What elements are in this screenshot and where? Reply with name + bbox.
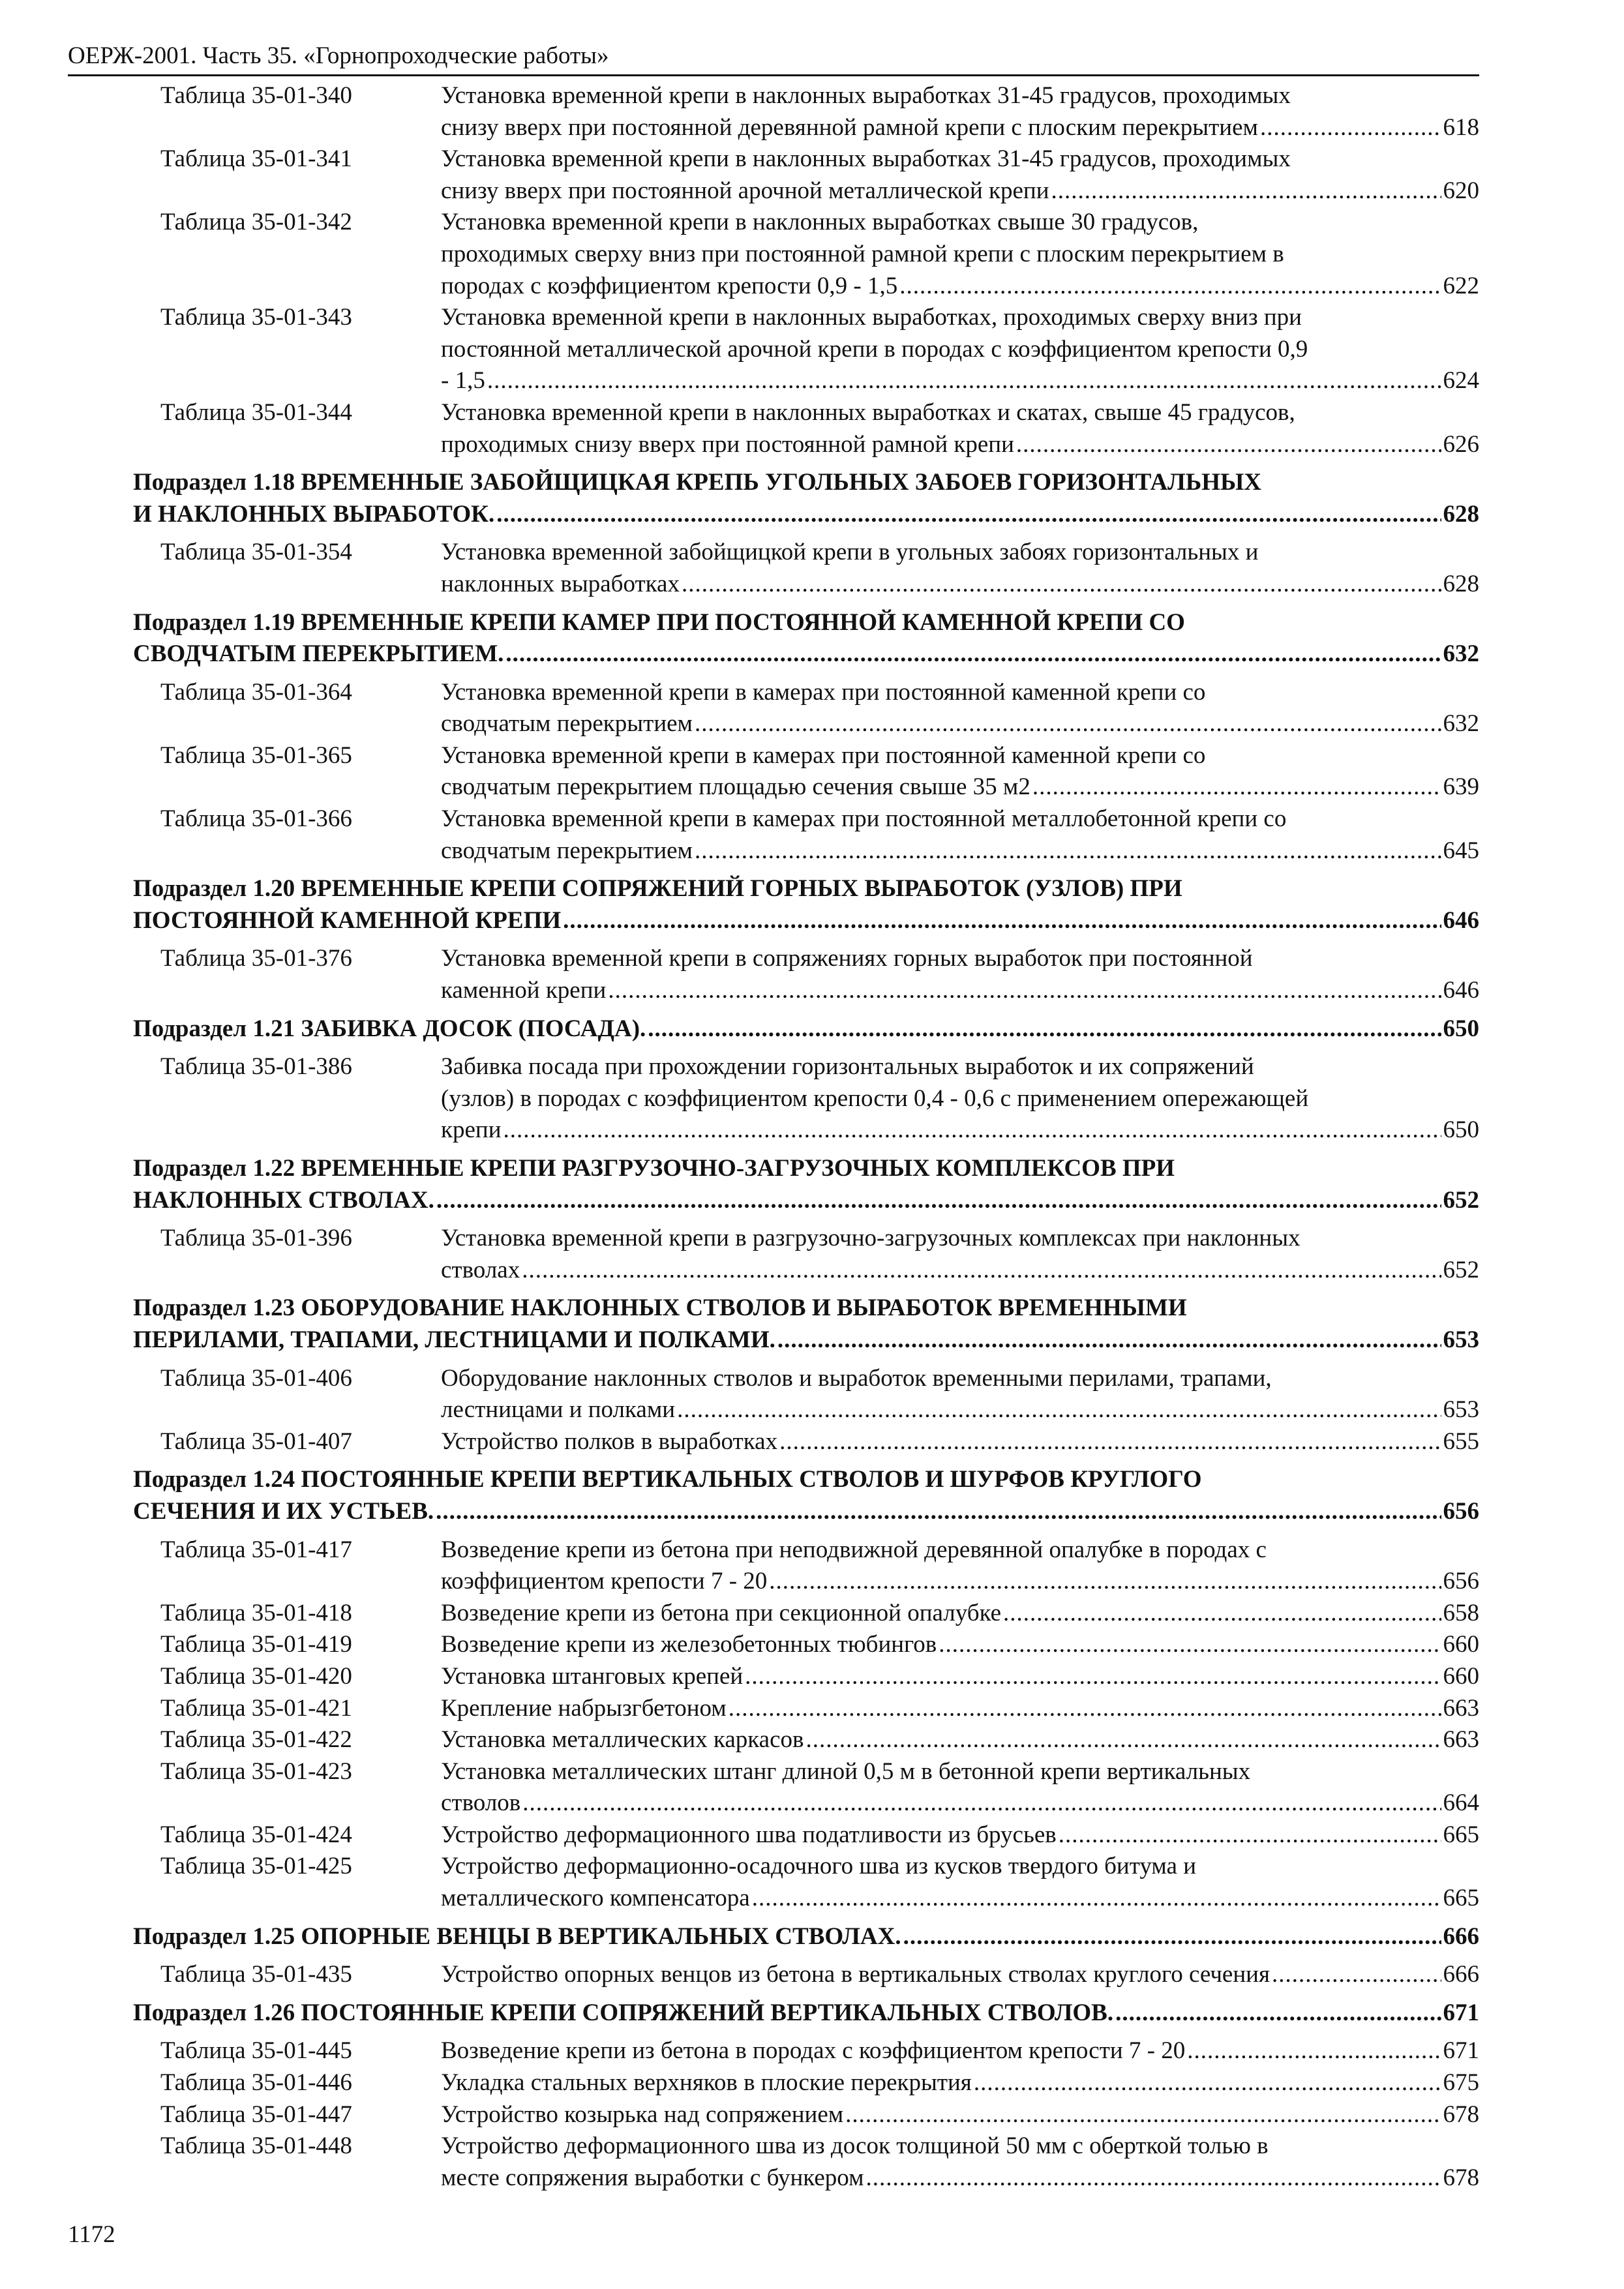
subsection-heading[interactable] bbox=[133, 467, 1479, 530]
entry-line: Подраздел 1.19 ВРЕМЕННЫЕ КРЕПИ КАМЕР ПРИ ПОСТОЯННОЙ КАМЕННОЙ КРЕПИ СО bbox=[133, 608, 1185, 636]
page-ref: 678 bbox=[1443, 2101, 1479, 2128]
toc-table-entry[interactable] bbox=[133, 1851, 1479, 1914]
entry-last-line bbox=[441, 1819, 1479, 1851]
entry-line-text: Установка металлических каркасов bbox=[441, 1726, 804, 1754]
entry-line: Подраздел 1.18 ВРЕМЕННЫЕ ЗАБОЙЩИЦКАЯ КРЕПЬ УГОЛЬНЫХ ЗАБОЕВ ГОРИЗОНТАЛЬНЫХ bbox=[133, 469, 1262, 496]
dot-leader bbox=[729, 1693, 1441, 1725]
toc-table-entry[interactable] bbox=[133, 1534, 1479, 1598]
entry-line: Подраздел 1.24 ПОСТОЯННЫЕ КРЕПИ ВЕРТИКАЛЬНЫХ СТВОЛОВ И ШУРФОВ КРУГЛОГО bbox=[133, 1466, 1202, 1493]
table-description bbox=[441, 1629, 1479, 1661]
toc-table-entry[interactable] bbox=[133, 302, 1479, 397]
page-ref: 653 bbox=[1443, 1396, 1479, 1424]
page-ref: 678 bbox=[1443, 2164, 1479, 2191]
entry-last-line bbox=[133, 638, 1479, 670]
dot-leader bbox=[522, 1255, 1441, 1287]
toc-table-entry[interactable] bbox=[133, 2099, 1479, 2131]
toc-table-entry[interactable] bbox=[133, 2035, 1479, 2067]
table-number: Таблица 35-01-343 bbox=[160, 304, 352, 331]
entry-line-text: Укладка стальных верхняков в плоские перекрытия bbox=[441, 2069, 972, 2097]
dot-leader bbox=[1272, 1959, 1441, 1991]
table-description bbox=[441, 2131, 1479, 2194]
page-ref: 632 bbox=[1443, 640, 1479, 668]
page-ref: 645 bbox=[1443, 837, 1479, 864]
entry-line: Установка временной крепи в разгрузочно-загрузочных комплексах при наклонных bbox=[441, 1225, 1301, 1252]
table-number: Таблица 35-01-340 bbox=[160, 82, 352, 109]
entry-last-line bbox=[441, 1629, 1479, 1661]
table-description bbox=[441, 1851, 1479, 1914]
page-ref: 622 bbox=[1443, 272, 1479, 299]
entry-last-line bbox=[441, 1788, 1479, 1819]
page-ref: 663 bbox=[1443, 1726, 1479, 1754]
entry-last-line bbox=[441, 2035, 1479, 2067]
entry-last-line bbox=[441, 175, 1479, 207]
dot-leader bbox=[752, 1883, 1441, 1915]
table-description bbox=[441, 1756, 1479, 1819]
entry-last-line bbox=[441, 1661, 1479, 1693]
entry-line-text: стволов bbox=[441, 1789, 521, 1817]
entry-line: Установка временной крепи в наклонных выработках 31-45 градусов, проходимых bbox=[441, 145, 1291, 173]
table-description bbox=[441, 1724, 1479, 1756]
toc-table-entry[interactable] bbox=[133, 207, 1479, 302]
entry-line-text: Подраздел 1.26 ПОСТОЯННЫЕ КРЕПИ СОПРЯЖЕНИЙ ВЕРТИКАЛЬНЫХ СТВОЛОВ. bbox=[133, 1999, 1114, 2026]
table-description bbox=[441, 1598, 1479, 1630]
entry-line: Установка временной крепи в сопряжениях горных выработок при постоянной bbox=[441, 945, 1253, 972]
table-description bbox=[441, 1661, 1479, 1693]
page-ref: 656 bbox=[1443, 1497, 1479, 1525]
entry-line: Установка временной крепи в камерах при постоянной каменной крепи со bbox=[441, 678, 1206, 706]
page-ref: 663 bbox=[1443, 1694, 1479, 1722]
dot-leader bbox=[1016, 429, 1441, 461]
toc-table-entry[interactable] bbox=[133, 1693, 1479, 1725]
toc-table-entry[interactable] bbox=[133, 943, 1479, 1006]
entry-last-line bbox=[441, 2162, 1479, 2194]
entry-last-line bbox=[133, 1185, 1479, 1217]
table-description bbox=[441, 2099, 1479, 2131]
dot-leader bbox=[436, 1496, 1441, 1528]
dot-leader bbox=[677, 1394, 1441, 1426]
toc-table-entry[interactable] bbox=[133, 1819, 1479, 1851]
table-number: Таблица 35-01-447 bbox=[160, 2101, 352, 2128]
entry-line-text: Возведение крепи из бетона при секционной опалубке bbox=[441, 1599, 1002, 1626]
page-ref: 626 bbox=[1443, 430, 1479, 458]
toc-table-entry[interactable] bbox=[133, 1629, 1479, 1661]
dot-leader bbox=[777, 1324, 1441, 1356]
table-description bbox=[441, 803, 1479, 867]
page-ref: 671 bbox=[1443, 1999, 1479, 2026]
page-ref: 658 bbox=[1443, 1599, 1479, 1626]
dot-leader bbox=[695, 708, 1441, 740]
entry-line-text: НАКЛОННЫХ СТВОЛАХ. bbox=[133, 1186, 434, 1214]
table-number: Таблица 35-01-342 bbox=[160, 209, 352, 236]
entry-last-line bbox=[441, 2099, 1479, 2131]
dot-leader bbox=[845, 2099, 1441, 2131]
table-number: Таблица 35-01-418 bbox=[160, 1599, 352, 1626]
running-header bbox=[68, 38, 1479, 76]
entry-line: Установка временной крепи в наклонных выработках 31-45 градусов, проходимых bbox=[441, 82, 1291, 109]
entry-last-line bbox=[441, 1394, 1479, 1426]
table-number: Таблица 35-01-446 bbox=[160, 2069, 352, 2097]
entry-line: Установка временной забойщицкой крепи в угольных забоях горизонтальных и bbox=[441, 539, 1259, 566]
subsection-heading[interactable] bbox=[133, 607, 1479, 670]
entry-line-text: Устройство козырька над сопряжением bbox=[441, 2101, 844, 2128]
entry-line: (узлов) в породах с коэффициентом крепости 0,4 - 0,6 с применением опережающей bbox=[441, 1085, 1309, 1112]
table-description bbox=[441, 1223, 1479, 1286]
dot-leader bbox=[695, 835, 1441, 867]
entry-line-text: крепи bbox=[441, 1116, 502, 1144]
dot-leader bbox=[505, 638, 1441, 670]
table-number: Таблица 35-01-422 bbox=[160, 1726, 352, 1754]
table-number: Таблица 35-01-445 bbox=[160, 2037, 352, 2065]
dot-leader bbox=[1059, 1819, 1441, 1851]
entry-line-text: Подраздел 1.21 ЗАБИВКА ДОСОК (ПОСАДА). bbox=[133, 1015, 646, 1042]
toc-table-entry[interactable] bbox=[133, 1724, 1479, 1756]
entry-line-text: Возведение крепи из железобетонных тюбингов bbox=[441, 1631, 937, 1658]
entry-last-line bbox=[133, 1997, 1479, 2029]
subsection-heading[interactable] bbox=[133, 1293, 1479, 1356]
subsection-heading[interactable] bbox=[133, 1921, 1479, 1953]
table-number: Таблица 35-01-341 bbox=[160, 145, 352, 173]
page-ref: 652 bbox=[1443, 1186, 1479, 1214]
dot-leader bbox=[608, 975, 1441, 1007]
page-ref: 628 bbox=[1443, 570, 1479, 597]
table-description bbox=[441, 80, 1479, 143]
entry-last-line bbox=[441, 1883, 1479, 1915]
toc-table-entry[interactable] bbox=[133, 80, 1479, 143]
table-number: Таблица 35-01-407 bbox=[160, 1428, 352, 1455]
dot-leader bbox=[903, 1921, 1441, 1953]
table-description bbox=[441, 537, 1479, 600]
entry-line: Подраздел 1.23 ОБОРУДОВАНИЕ НАКЛОННЫХ СТВОЛОВ И ВЫРАБОТОК ВРЕМЕННЫМИ bbox=[133, 1294, 1187, 1322]
entry-line: Установка временной крепи в наклонных выработках и скатах, свыше 45 градусов, bbox=[441, 398, 1295, 426]
dot-leader bbox=[496, 499, 1441, 531]
entry-line: Устройство деформационно-осадочного шва из кусков твердого битума и bbox=[441, 1853, 1197, 1880]
table-description bbox=[441, 2035, 1479, 2067]
table-number: Таблица 35-01-435 bbox=[160, 1961, 352, 1988]
entry-line-text: Возведение крепи из бетона в породах с коэффициентом крепости 7 - 20 bbox=[441, 2037, 1186, 2065]
table-number: Таблица 35-01-376 bbox=[160, 945, 352, 972]
page-ref: 653 bbox=[1443, 1326, 1479, 1353]
entry-line-text: Подраздел 1.25 ОПОРНЫЕ ВЕНЦЫ В ВЕРТИКАЛЬНЫХ СТВОЛАХ. bbox=[133, 1922, 901, 1950]
entry-last-line bbox=[133, 499, 1479, 531]
entry-line-text: ПОСТОЯННОЙ КАМЕННОЙ КРЕПИ bbox=[133, 906, 562, 934]
table-description bbox=[441, 1363, 1479, 1426]
entry-line-text: месте сопряжения выработки с бункером bbox=[441, 2164, 864, 2191]
dot-leader bbox=[1051, 175, 1441, 207]
entry-line-text: сводчатым перекрытием bbox=[441, 837, 693, 864]
entry-last-line bbox=[441, 1724, 1479, 1756]
entry-line-text: Крепление набрызгбетоном bbox=[441, 1694, 727, 1722]
table-number: Таблица 35-01-420 bbox=[160, 1662, 352, 1690]
entry-line-text: СЕЧЕНИЯ И ИХ УСТЬЕВ. bbox=[133, 1497, 434, 1525]
table-description bbox=[441, 397, 1479, 460]
entry-last-line bbox=[441, 1959, 1479, 1991]
entry-line-text: Устройство опорных венцов из бетона в вертикальных стволах круглого сечения bbox=[441, 1961, 1270, 1988]
page-ref: 665 bbox=[1443, 1885, 1479, 1912]
entry-last-line bbox=[441, 1566, 1479, 1598]
table-description bbox=[441, 740, 1479, 803]
table-number: Таблица 35-01-344 bbox=[160, 398, 352, 426]
entry-last-line bbox=[441, 271, 1479, 303]
entry-last-line bbox=[441, 112, 1479, 144]
entry-line: Устройство деформационного шва из досок толщиной 50 мм с оберткой толью в bbox=[441, 2132, 1269, 2160]
dot-leader bbox=[939, 1629, 1441, 1661]
dot-leader bbox=[682, 569, 1441, 601]
dot-leader bbox=[563, 905, 1441, 937]
page-ref: 660 bbox=[1443, 1631, 1479, 1658]
dot-leader bbox=[504, 1115, 1441, 1146]
table-description bbox=[441, 143, 1479, 207]
page-ref: 656 bbox=[1443, 1568, 1479, 1595]
toc-table-entry[interactable] bbox=[133, 1661, 1479, 1693]
table-description bbox=[441, 943, 1479, 1006]
entry-last-line bbox=[441, 771, 1479, 803]
entry-line: Установка временной крепи в наклонных выработках, проходимых сверху вниз при bbox=[441, 304, 1302, 331]
dot-leader bbox=[436, 1185, 1441, 1217]
page-ref: 632 bbox=[1443, 710, 1479, 738]
page-ref: 652 bbox=[1443, 1256, 1479, 1283]
dot-leader bbox=[769, 1566, 1441, 1598]
dot-leader bbox=[1003, 1598, 1441, 1630]
table-description bbox=[441, 1819, 1479, 1851]
entry-line: постоянной металлической арочной крепи в породах с коэффициентом крепости 0,9 bbox=[441, 335, 1308, 363]
entry-last-line bbox=[133, 1496, 1479, 1528]
header-title: ОЕРЖ-2001. Часть 35. «Горнопроходческие работы» bbox=[68, 42, 609, 69]
page-ref: 664 bbox=[1443, 1789, 1479, 1817]
entry-last-line bbox=[441, 1426, 1479, 1458]
table-number: Таблица 35-01-365 bbox=[160, 741, 352, 769]
dot-leader bbox=[487, 365, 1441, 397]
table-description bbox=[441, 677, 1479, 740]
subsection-heading[interactable] bbox=[133, 873, 1479, 936]
table-of-contents bbox=[133, 80, 1479, 2194]
entry-line: Оборудование наклонных стволов и выработок временными перилами, трапами, bbox=[441, 1364, 1272, 1392]
entry-line-text: проходимых снизу вверх при постоянной рамной крепи bbox=[441, 430, 1014, 458]
entry-line-text: стволах bbox=[441, 1256, 520, 1283]
table-description bbox=[441, 302, 1479, 397]
entry-line-text: породах с коэффициентом крепости 0,9 - 1,5 bbox=[441, 272, 898, 299]
table-description bbox=[441, 1426, 1479, 1458]
dot-leader bbox=[1187, 2035, 1441, 2067]
toc-table-entry[interactable] bbox=[133, 2131, 1479, 2194]
subsection-heading[interactable] bbox=[133, 1153, 1479, 1216]
dot-leader bbox=[1032, 771, 1441, 803]
dot-leader bbox=[1115, 1997, 1441, 2029]
entry-line-text: Установка штанговых крепей bbox=[441, 1662, 744, 1690]
entry-last-line bbox=[133, 1013, 1479, 1045]
table-description bbox=[441, 1693, 1479, 1725]
toc-table-entry[interactable] bbox=[133, 740, 1479, 803]
entry-last-line bbox=[441, 835, 1479, 867]
dot-leader bbox=[974, 2067, 1441, 2099]
entry-line-text: коэффициентом крепости 7 - 20 bbox=[441, 1568, 768, 1595]
toc-table-entry[interactable] bbox=[133, 2067, 1479, 2099]
subsection-heading[interactable] bbox=[133, 1013, 1479, 1045]
table-number: Таблица 35-01-386 bbox=[160, 1053, 352, 1081]
entry-last-line bbox=[441, 1115, 1479, 1146]
dot-leader bbox=[522, 1788, 1441, 1819]
toc-table-entry[interactable] bbox=[133, 1756, 1479, 1819]
entry-line-text: снизу вверх при постоянной деревянной рамной крепи с плоским перекрытием bbox=[441, 113, 1258, 141]
table-number: Таблица 35-01-425 bbox=[160, 1853, 352, 1880]
page-ref: 666 bbox=[1443, 1961, 1479, 1988]
toc-table-entry[interactable] bbox=[133, 537, 1479, 600]
dot-leader bbox=[805, 1724, 1441, 1756]
table-number: Таблица 35-01-424 bbox=[160, 1821, 352, 1848]
entry-line-text: каменной крепи bbox=[441, 977, 607, 1004]
toc-table-entry[interactable] bbox=[133, 143, 1479, 207]
entry-line-text: сводчатым перекрытием площадью сечения свыше 35 м2 bbox=[441, 773, 1030, 801]
page-ref: 646 bbox=[1443, 906, 1479, 934]
entry-last-line bbox=[441, 708, 1479, 740]
table-number: Таблица 35-01-364 bbox=[160, 678, 352, 706]
entry-line-text: И НАКЛОННЫХ ВЫРАБОТОК. bbox=[133, 500, 495, 528]
dot-leader bbox=[1260, 112, 1441, 144]
table-number: Таблица 35-01-354 bbox=[160, 539, 352, 566]
entry-last-line bbox=[441, 2067, 1479, 2099]
entry-last-line bbox=[441, 429, 1479, 461]
table-description bbox=[441, 1051, 1479, 1146]
page-ref: 666 bbox=[1443, 1922, 1479, 1950]
toc-table-entry[interactable] bbox=[133, 677, 1479, 740]
page-ref: 650 bbox=[1443, 1116, 1479, 1144]
entry-last-line bbox=[441, 1255, 1479, 1287]
page-ref: 618 bbox=[1443, 113, 1479, 141]
dot-leader bbox=[779, 1426, 1441, 1458]
entry-last-line bbox=[133, 1921, 1479, 1953]
dot-leader bbox=[648, 1013, 1441, 1045]
table-number: Таблица 35-01-406 bbox=[160, 1364, 352, 1392]
page-number: 1172 bbox=[68, 2221, 115, 2248]
entry-line: Подраздел 1.20 ВРЕМЕННЫЕ КРЕПИ СОПРЯЖЕНИЙ ГОРНЫХ ВЫРАБОТОК (УЗЛОВ) ПРИ bbox=[133, 875, 1182, 903]
toc-table-entry[interactable] bbox=[133, 1426, 1479, 1458]
entry-line: Установка временной крепи в камерах при постоянной каменной крепи со bbox=[441, 741, 1206, 769]
table-description bbox=[441, 1959, 1479, 1991]
dot-leader bbox=[745, 1661, 1441, 1693]
entry-last-line bbox=[441, 975, 1479, 1007]
page-ref: 624 bbox=[1443, 367, 1479, 395]
dot-leader bbox=[866, 2162, 1441, 2194]
entry-line: Возведение крепи из бетона при неподвижной деревянной опалубке в породах с bbox=[441, 1536, 1267, 1563]
page-ref: 646 bbox=[1443, 977, 1479, 1004]
toc-table-entry[interactable] bbox=[133, 1959, 1479, 1991]
entry-line: Подраздел 1.22 ВРЕМЕННЫЕ КРЕПИ РАЗГРУЗОЧНО-ЗАГРУЗОЧНЫХ КОМПЛЕКСОВ ПРИ bbox=[133, 1155, 1175, 1182]
entry-last-line bbox=[441, 569, 1479, 601]
entry-line-text: Устройство деформационного шва податливости из брусьев bbox=[441, 1821, 1057, 1848]
toc-table-entry[interactable] bbox=[133, 1363, 1479, 1426]
subsection-heading[interactable] bbox=[133, 1997, 1479, 2029]
table-number: Таблица 35-01-396 bbox=[160, 1225, 352, 1252]
table-description bbox=[441, 1534, 1479, 1598]
page-ref: 655 bbox=[1443, 1428, 1479, 1455]
subsection-heading[interactable] bbox=[133, 1464, 1479, 1527]
entry-line: проходимых сверху вниз при постоянной рамной крепи с плоским перекрытием в bbox=[441, 240, 1284, 267]
entry-line: Установка временной крепи в наклонных выработках свыше 30 градусов, bbox=[441, 209, 1199, 236]
entry-line: Установка металлических штанг длиной 0,5 м в бетонной крепи вертикальных bbox=[441, 1758, 1251, 1785]
toc-table-entry[interactable] bbox=[133, 1598, 1479, 1630]
entry-line-text: СВОДЧАТЫМ ПЕРЕКРЫТИЕМ. bbox=[133, 640, 504, 668]
page-ref: 665 bbox=[1443, 1821, 1479, 1848]
entry-line: Установка временной крепи в камерах при постоянной металлобетонной крепи со bbox=[441, 805, 1287, 833]
entry-line-text: сводчатым перекрытием bbox=[441, 710, 693, 738]
entry-last-line bbox=[441, 365, 1479, 397]
toc-table-entry[interactable] bbox=[133, 397, 1479, 460]
toc-table-entry[interactable] bbox=[133, 1223, 1479, 1286]
table-number: Таблица 35-01-423 bbox=[160, 1758, 352, 1785]
entry-last-line bbox=[133, 1324, 1479, 1356]
table-number: Таблица 35-01-417 bbox=[160, 1536, 352, 1563]
table-description bbox=[441, 207, 1479, 302]
entry-line-text: ПЕРИЛАМИ, ТРАПАМИ, ЛЕСТНИЦАМИ И ПОЛКАМИ. bbox=[133, 1326, 775, 1353]
table-number: Таблица 35-01-419 bbox=[160, 1631, 352, 1658]
toc-table-entry[interactable] bbox=[133, 803, 1479, 867]
entry-line-text: металлического компенсатора bbox=[441, 1885, 750, 1912]
toc-table-entry[interactable] bbox=[133, 1051, 1479, 1146]
entry-line: Забивка посада при прохождении горизонтальных выработок и их сопряжений bbox=[441, 1053, 1254, 1081]
entry-last-line bbox=[441, 1598, 1479, 1630]
page-ref: 660 bbox=[1443, 1662, 1479, 1690]
entry-line-text: лестницами и полками bbox=[441, 1396, 676, 1424]
entry-last-line bbox=[441, 1693, 1479, 1725]
page-ref: 620 bbox=[1443, 177, 1479, 204]
entry-line-text: - 1,5 bbox=[441, 367, 485, 395]
table-number: Таблица 35-01-448 bbox=[160, 2132, 352, 2160]
page-ref: 671 bbox=[1443, 2037, 1479, 2065]
entry-line-text: наклонных выработках bbox=[441, 570, 680, 597]
page-ref: 675 bbox=[1443, 2069, 1479, 2097]
page-ref: 650 bbox=[1443, 1015, 1479, 1042]
dot-leader bbox=[899, 271, 1441, 303]
page-ref: 628 bbox=[1443, 500, 1479, 528]
table-number: Таблица 35-01-366 bbox=[160, 805, 352, 833]
page-ref: 639 bbox=[1443, 773, 1479, 801]
table-description bbox=[441, 2067, 1479, 2099]
entry-line-text: Устройство полков в выработках bbox=[441, 1428, 778, 1455]
table-number: Таблица 35-01-421 bbox=[160, 1694, 352, 1722]
entry-last-line bbox=[133, 905, 1479, 937]
entry-line-text: снизу вверх при постоянной арочной металлической крепи bbox=[441, 177, 1049, 204]
